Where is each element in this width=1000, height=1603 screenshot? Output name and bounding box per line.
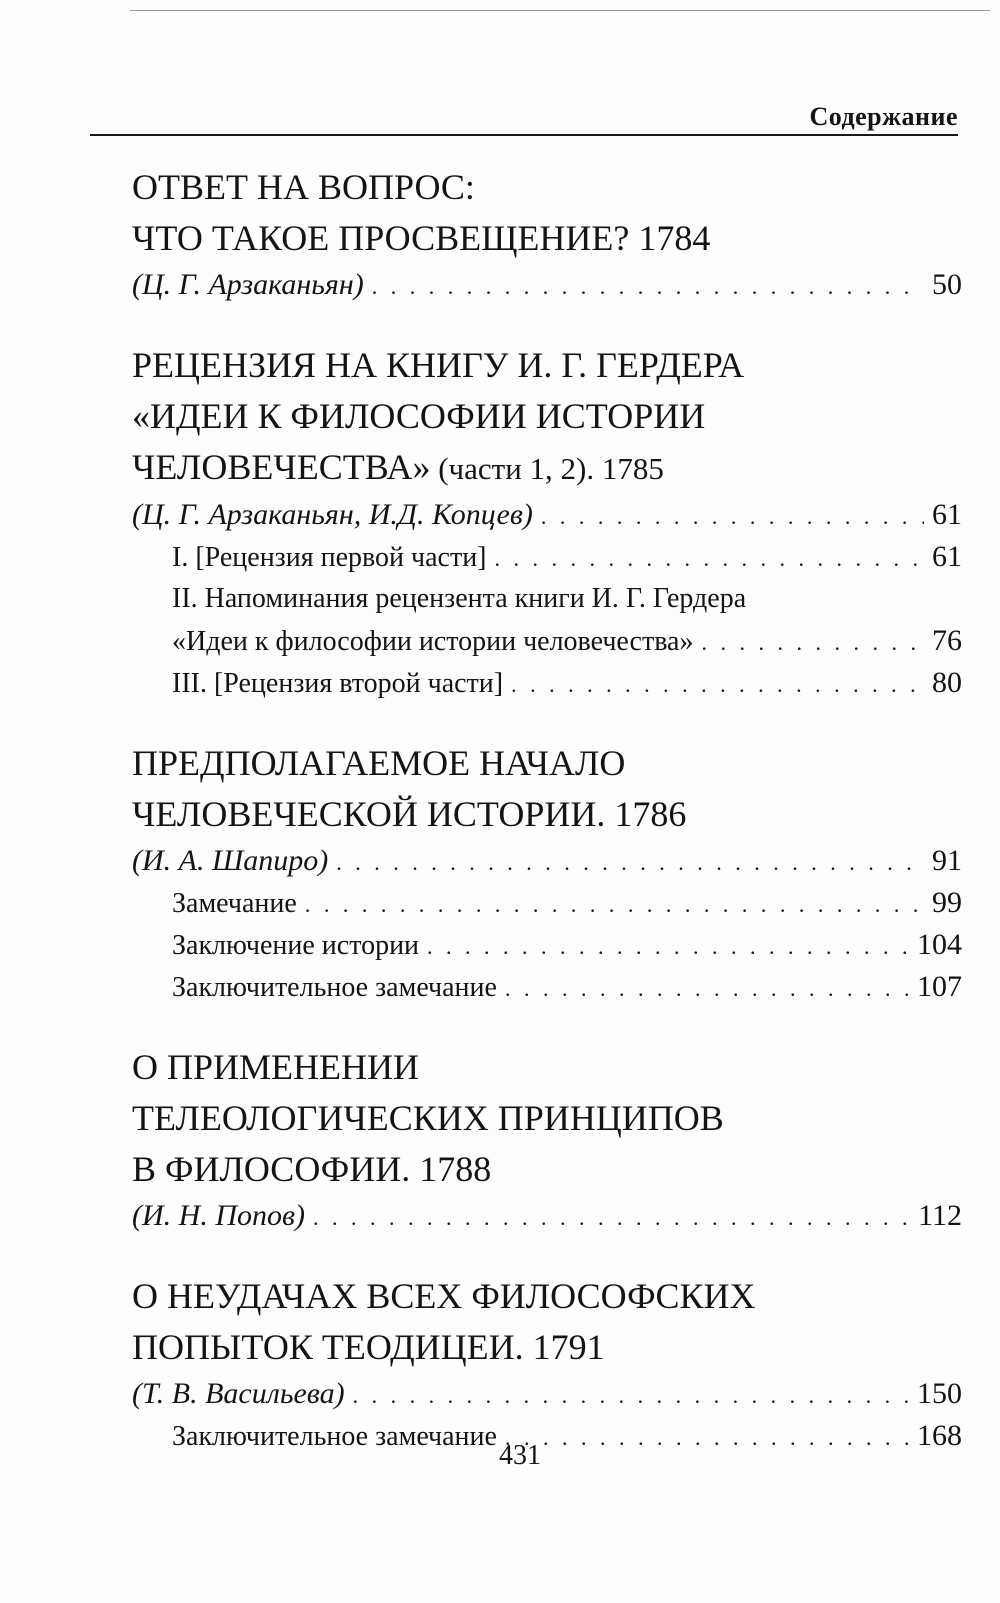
dot-leader bbox=[495, 538, 924, 580]
page-reference: 107 bbox=[917, 970, 962, 1003]
subentry-label: Заключение истории bbox=[172, 930, 420, 961]
section-title-line: ТЕЛЕОЛОГИЧЕСКИХ ПРИНЦИПОВ bbox=[132, 1098, 724, 1138]
dot-leader bbox=[427, 926, 909, 968]
toc-subentry-line bbox=[132, 578, 962, 620]
page-reference: 104 bbox=[917, 928, 962, 961]
section-title-line: ОТВЕТ НА ВОПРОС: bbox=[132, 167, 475, 207]
section-title-line: ЧЕЛОВЕЧЕСКОЙ ИСТОРИИ. 1786 bbox=[132, 794, 687, 834]
dot-leader bbox=[511, 664, 924, 706]
page-reference: 76 bbox=[932, 624, 962, 657]
toc-section bbox=[132, 738, 962, 1008]
toc-section bbox=[132, 1042, 962, 1237]
subentry-label: III. [Рецензия второй части] bbox=[172, 668, 504, 699]
subentry-label: Замечание bbox=[172, 888, 297, 919]
dot-leader bbox=[305, 884, 924, 926]
subentry-label: II. Напоминания рецензента книги И. Г. Гердера bbox=[172, 583, 747, 614]
dot-leader bbox=[336, 842, 924, 884]
author-name: (Т. В. Васильева) bbox=[132, 1377, 345, 1410]
dot-leader bbox=[313, 1197, 910, 1239]
toc-entry-author bbox=[132, 494, 962, 536]
dot-leader bbox=[505, 968, 909, 1010]
header-rule bbox=[90, 134, 958, 136]
toc-entry-author bbox=[132, 1195, 962, 1237]
page-reference: 168 bbox=[917, 1419, 962, 1452]
toc-entry-author bbox=[132, 1373, 962, 1415]
subentry-label: I. [Рецензия первой части] bbox=[172, 542, 487, 573]
toc-section bbox=[132, 1271, 962, 1457]
section-title-line: О ПРИМЕНЕНИИ bbox=[132, 1047, 419, 1087]
author-name: (Ц. Г. Арзаканьян) bbox=[132, 268, 364, 301]
author-name: (И. А. Шапиро) bbox=[132, 844, 329, 877]
subentry-label: Заключительное замечание bbox=[172, 1421, 497, 1452]
toc-section bbox=[132, 340, 962, 704]
page-reference: 61 bbox=[932, 540, 962, 573]
subentry-label: «Идеи к философии истории человечества» bbox=[172, 626, 694, 657]
dot-leader bbox=[702, 622, 925, 664]
toc-subentry bbox=[132, 662, 962, 704]
table-of-contents bbox=[132, 162, 962, 1491]
page-reference: 99 bbox=[932, 886, 962, 919]
author-name: (Ц. Г. Арзаканьян, И.Д. Копцев) bbox=[132, 498, 533, 531]
section-title-line: ПРЕДПОЛАГАЕМОЕ НАЧАЛО bbox=[132, 743, 626, 783]
toc-entry-author bbox=[132, 840, 962, 882]
page-reference: 50 bbox=[932, 268, 962, 301]
section-title-line bbox=[132, 442, 962, 494]
toc-subentry bbox=[132, 536, 962, 578]
section-title-line: «ИДЕИ К ФИЛОСОФИИ ИСТОРИИ bbox=[132, 396, 706, 436]
section-title-line: ЧТО ТАКОЕ ПРОСВЕЩЕНИЕ? 1784 bbox=[132, 218, 711, 258]
page-edge-line bbox=[130, 10, 990, 11]
toc-section bbox=[132, 162, 962, 306]
page-reference: 112 bbox=[918, 1199, 962, 1232]
running-head: Содержание bbox=[809, 102, 958, 131]
dot-leader bbox=[541, 496, 924, 538]
subentry-label: Заключительное замечание bbox=[172, 972, 497, 1003]
toc-subentry bbox=[132, 966, 962, 1008]
toc-subentry bbox=[132, 620, 962, 662]
section-title-line: РЕЦЕНЗИЯ НА КНИГУ И. Г. ГЕРДЕРА bbox=[132, 345, 745, 385]
dot-leader bbox=[353, 1375, 909, 1417]
section-title-line: О НЕУДАЧАХ ВСЕХ ФИЛОСОФСКИХ bbox=[132, 1276, 756, 1316]
page-reference: 91 bbox=[932, 844, 962, 877]
page-reference: 150 bbox=[917, 1377, 962, 1410]
page-reference: 61 bbox=[932, 498, 962, 531]
section-title-line: В ФИЛОСОФИИ. 1788 bbox=[132, 1149, 492, 1189]
toc-entry-author bbox=[132, 264, 962, 306]
dot-leader bbox=[372, 266, 924, 308]
toc-subentry bbox=[132, 882, 962, 924]
page-reference: 80 bbox=[932, 666, 962, 699]
section-title-line: ПОПЫТОК ТЕОДИЦЕИ. 1791 bbox=[132, 1327, 605, 1367]
section-title-suffix: (части 1, 2). 1785 bbox=[430, 451, 664, 486]
page-number: 431 bbox=[499, 1440, 541, 1471]
section-title-main: ЧЕЛОВЕЧЕСТВА» bbox=[132, 447, 431, 487]
toc-subentry bbox=[132, 924, 962, 966]
author-name: (И. Н. Попов) bbox=[132, 1199, 305, 1232]
